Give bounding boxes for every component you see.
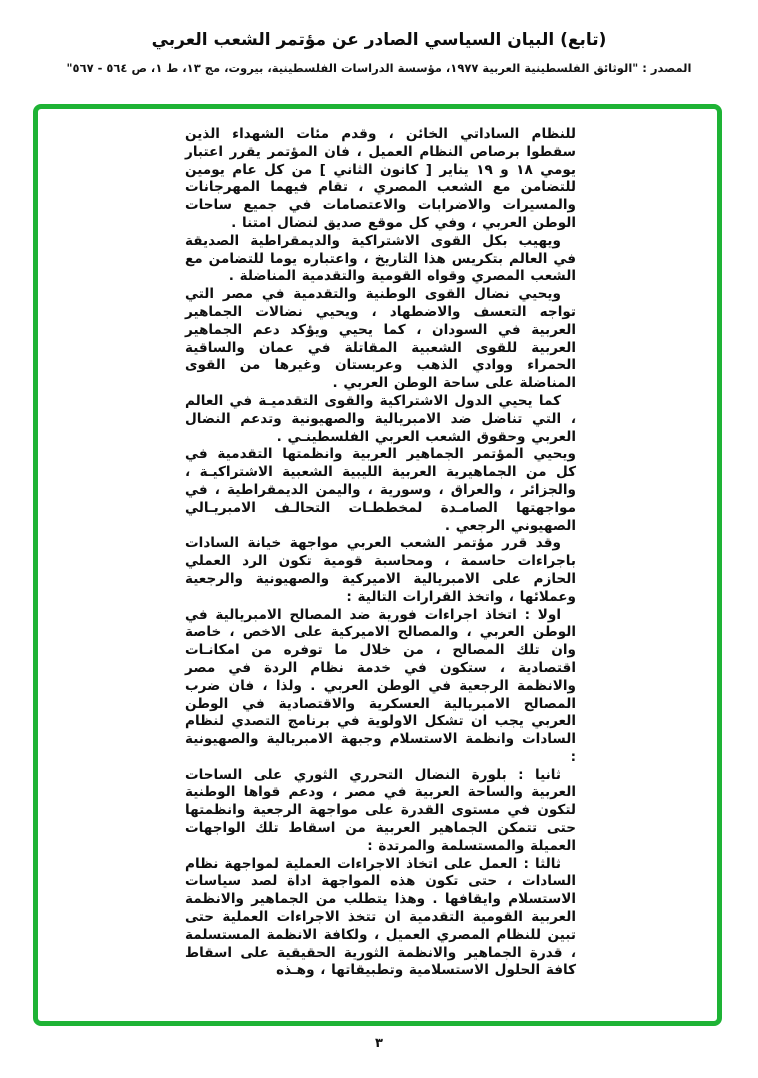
paragraph: ويهيب بكل القوى الاشتراكية والديمقراطية الصديقة في العالم بتكريس هذا التاريخ ، واعتباره يوما للتضامن مع الشعب المصري وقواه القومية والتقدمية المناضلة . (185, 232, 576, 285)
paragraph-continuation: للنظام الساداتي الخائن ، وقدم مئات الشهداء الذين سقطوا برصاص النظام العميل ، فان المؤتمر يقرر اعتبار يومي ١٨ و ١٩ يناير [ كانون الثاني ] من كل عام يومين للتضامن مع الشعب المصري ، تقام فيهما المهرجانات والمسيرات والاضرابات والاعتصامات في جميع ساحات الوطن العربي ، وفي كل موقع صديق لنضال امتنا . (185, 126, 577, 231)
paragraph-clause-second: ثانيا : بلورة النضال التحرري الثوري على الساحات العربية والساحة العربية في مصر ، ودعم قواها الوطنية لتكون في مستوى القدرة على مواجهة الرجعية وانظمتها حتى تتمكن الجماهير العربية من اسقاط تلك الواجهات العميلة والمستسلمة والمرتدة : (185, 766, 576, 854)
source-citation: المصدر : "الوثائق الفلسطينية العربية ١٩٧٧، مؤسسة الدراسات الفلسطينية، بيروت، مج ١٣، ط ١، ص ٥٦٤ - ٥٦٧" (66, 61, 692, 75)
paragraph-clause-third: ثالثا : العمل على اتخاذ الاجراءات العملية لمواجهة نظام السادات ، حتى تكون هذه المواجهة اداة لصد سياسات الاستسلام وايقافها . وهذا يتطلب من الجماهير والانظمة العربية القومية التقدمية ان تتخذ الاجراءات العملية حتى تبين للنظام المصري العميل ، ولكافة الانظمة المستسلمة ، قدرة الجماهير والانظمة الثورية الحقيقية على اسقاط كافة الحلول الاستسلامية وتطبيقاتها ، وهـذه (185, 855, 576, 979)
page-number: ٣ (375, 1036, 383, 1051)
document-body-text (185, 126, 576, 980)
paragraph: كما يحيي الدول الاشتراكية والقوى التقدميـة في العالم ، التي تناضل ضد الامبريالية والصهيونية وتدعم النضال العربي وحقوق الشعب العربي الفلسطينـي . (185, 392, 576, 445)
paragraph: ويحيي المؤتمر الجماهير العربية وانظمتها التقدمية في كل من الجماهيرية العربية الليبية الشعبية الاشتراكيـة ، والجزائر ، والعراق ، وسورية ، واليمن الديمقراطية ، في مواجهتها الصامـدة لمخططـات التحالـف الامبريـالي الصهيوني الرجعي . (185, 446, 576, 534)
paragraph-clause-first: اولا : اتخاذ اجراءات فورية ضد المصالح الامبريالية في الوطن العربي ، والمصالح الاميركية على الاخص ، خاصة وان تلك المصالح ، من خلال ما توفره من امكانـات اقتصادية ، ستكون في خدمة نظام الردة في مصر والانظمة الرجعية في الوطن العربي . ولذا ، فان ضرب المصالح الامبريالية العسكرية والاقتصادية في الوطن العربي يجب ان تشكل الاولوية في برنامج التصدي لنظام السادات وانظمة الاستسلام وجبهة الامبريالية والصهيونية : (185, 606, 576, 765)
paragraph: ويحيي نضال القوى الوطنية والتقدمية في مصر التي تواجه التعسف والاضطهاد ، ويحيي نضالات الجماهير العربية في السودان ، كما يحيي ويؤكد دعم الجماهير العربية للقوى الشعبية المقاتلة في عمان والساقية الحمراء ووادي الذهب وعربستان وغيرها من القوى المناضلة على ساحة الوطن العربي . (185, 286, 576, 392)
paragraph: وقد قرر مؤتمر الشعب العربي مواجهة خيانة السادات باجراءات حاسمة ، ومحاسبة قومية تكون الرد العملي الحازم على الامبريالية الاميركية والصهيونية والرجعية وعملائها ، واتخذ القرارات التالية : (185, 535, 576, 605)
page-title: (تابع) البيان السياسي الصادر عن مؤتمر الشعب العربي (151, 30, 607, 50)
